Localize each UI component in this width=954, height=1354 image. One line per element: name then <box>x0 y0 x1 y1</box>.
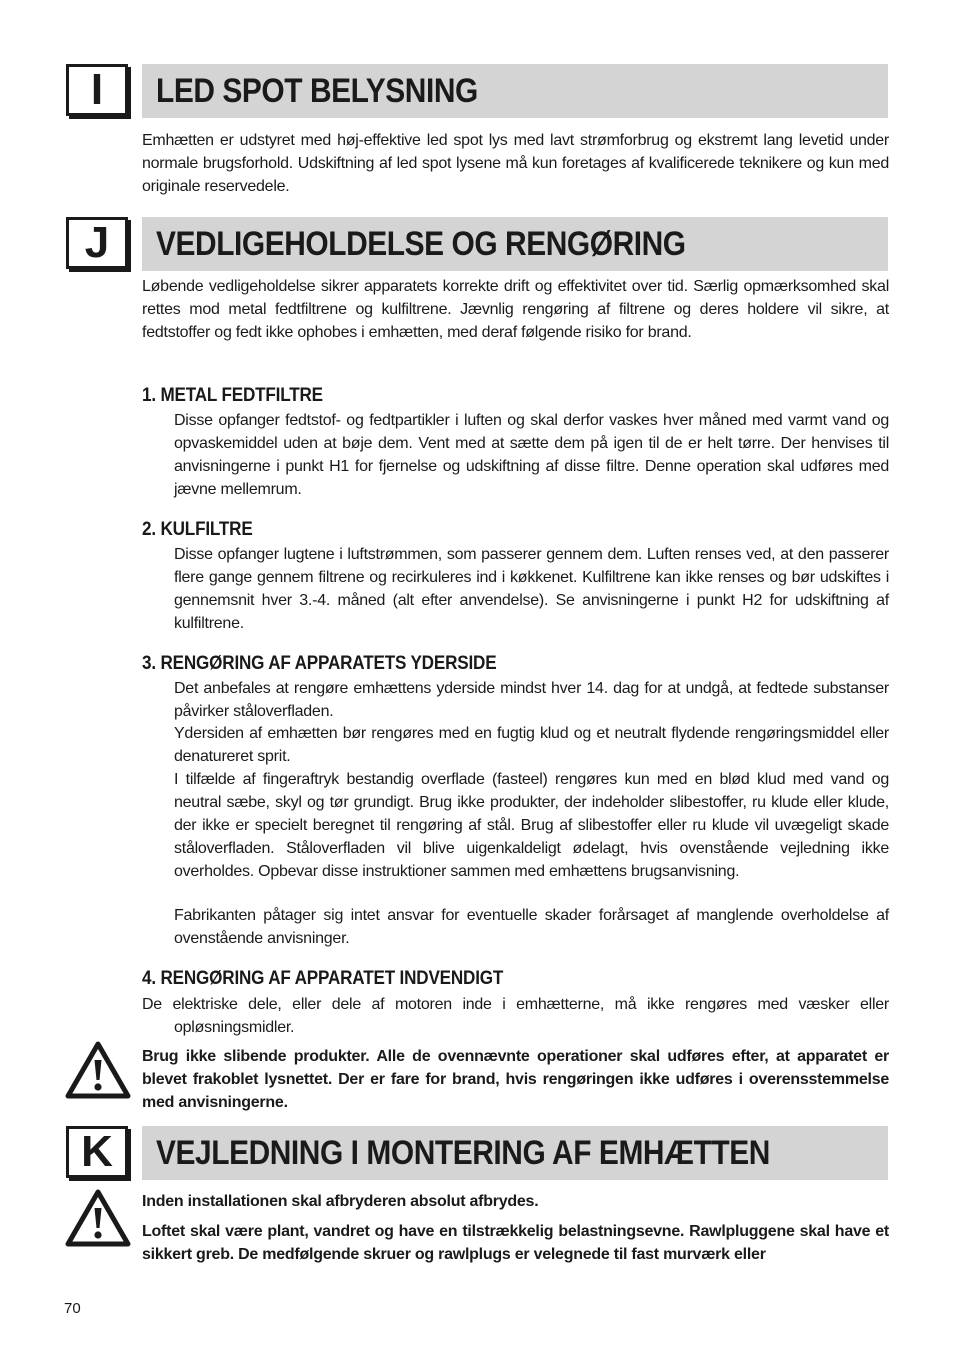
section-k-title: VEJLEDNING I MONTERING AF EMHÆTTEN <box>156 1133 770 1172</box>
page-number: 70 <box>64 1300 81 1317</box>
warning-triangle-icon <box>64 1040 132 1100</box>
sub1-heading: 1. METAL FEDTFILTRE <box>142 385 323 406</box>
section-j-title: VEDLIGEHOLDELSE OG RENGØRING <box>156 224 686 263</box>
section-k-warning-line-1: Inden installationen skal afbryderen absolut afbrydes. <box>142 1193 539 1210</box>
section-k-title-bar <box>142 1126 888 1180</box>
section-j-intro: Løbende vedligeholdelse sikrer apparatets korrekte drift og effektivitet over tid. Særlig opmærksomhed skal rettes mod metal fedtfiltrene og kulfiltrene. Jævnlig rengøring af filtrene og deres holdere vil sikre, at fedtstoffer og fedt ikke ophobes i emhætten, med deraf følgende risiko for brand. <box>142 278 889 341</box>
sub3-heading: 3. RENGØRING AF APPARATETS YDERSIDE <box>142 653 497 674</box>
section-k-letter: K <box>66 1126 128 1178</box>
section-j-letter: J <box>66 217 128 269</box>
sub3-paragraph-1: Det anbefales at rengøre emhættens yderside mindst hver 14. dag for at undgå, at fedtede substanser påvirker ståloverfladen. <box>174 680 889 720</box>
sub4-body: De elektriske dele, eller dele af motoren inde i emhætterne, må ikke rengøres med væsker eller opløsningsmidler. <box>142 996 889 1036</box>
section-k-warning-line-2: Loftet skal være plant, vandret og have en tilstrækkelig belastningsevne. Rawlpluggene skal have et sikkert greb. De medfølgende skruer og rawlplugs er velegnede til fast murværk eller <box>142 1223 889 1263</box>
sub2-heading: 2. KULFILTRE <box>142 519 253 540</box>
warning-triangle-icon <box>64 1188 132 1248</box>
section-i-letter: I <box>66 64 128 116</box>
section-i-header <box>66 64 888 118</box>
sub3-paragraph-3: I tilfælde af fingeraftryk bestandig overflade (fasteel) rengøres kun med en blød klud med vand og neutral sæbe, skyl og tør grundigt. Brug ikke produkter, der indeholder slibestoffer, ru klude eller klude, der ikke er specielt beregnet til rengøring af stål. Brug af slibestoffer eller ru klude vil uvægeligt skade ståloverfladen. Ståloverfladen vil blive uigenkaldeligt ødelagt, hvis ovenstående vejledning ikke overholdes. Opbevar disse instruktioner sammen med emhættens brugsanvisning. <box>174 771 889 880</box>
section-k-header <box>66 1126 888 1180</box>
sub3-paragraph-2: Ydersiden af emhætten bør rengøres med en fugtig klud og et neutralt flydende rengøringsmiddel eller denatureret sprit. <box>174 725 889 765</box>
sub3-paragraph-4: Fabrikanten påtager sig intet ansvar for eventuelle skader forårsaget af manglende overholdelse af ovenstående anvisninger. <box>174 907 889 947</box>
section-i-title-bar <box>142 64 888 118</box>
section-j-title-bar <box>142 217 888 271</box>
section-i-body: Emhætten er udstyret med høj-effektive led spot lys med lavt strømforbrug og ekstremt lang levetid under normale brugsforhold. Udskiftning af led spot lysene må kun foretages af kvalificerede teknikere og kun med originale reservedele. <box>142 132 889 195</box>
section-i-title: LED SPOT BELYSNING <box>156 71 478 110</box>
sub1-body: Disse opfanger fedtstof- og fedtpartikler i luften og skal derfor vaskes hver måned med varmt vand og opvaskemiddel uden at bøje dem. Vent med at sætte dem på igen til de er helt tørre. Der henvises til anvisningerne i punkt H1 for fjernelse og udskiftning af disse filtre. Denne operation skal udføres med jævne mellemrum. <box>174 412 889 498</box>
section-j-warning: Brug ikke slibende produkter. Alle de ovennævnte operationer skal udføres efter, at apparatet er blevet frakoblet lysnettet. Der er fare for brand, hvis rengøringen ikke udføres i overensstemmelse med anvisningerne. <box>142 1048 889 1111</box>
sub4-heading: 4. RENGØRING AF APPARATET INDVENDIGT <box>142 968 504 989</box>
section-j-header <box>66 217 888 271</box>
sub2-body: Disse opfanger lugtene i luftstrømmen, som passerer gennem dem. Luften renses ved, at den passerer flere gange gennem filtrene og recirkuleres ind i køkkenet. Kulfiltrene kan ikke renses og bør udskiftes i gennemsnit hver 3.-4. måned (alt efter anvendelse). Se anvisningerne i punkt H2 for udskiftning af kulfiltrene. <box>174 546 889 632</box>
